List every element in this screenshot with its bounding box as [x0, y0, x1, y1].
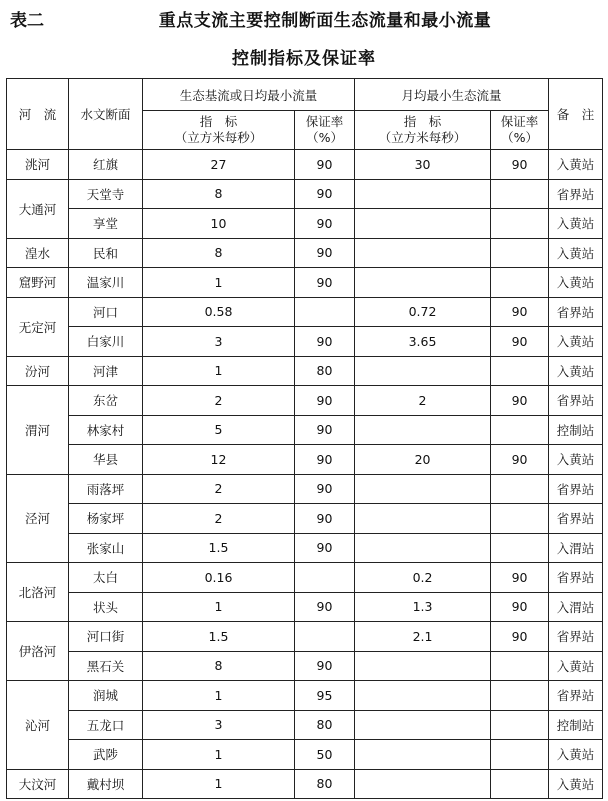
base-value-cell: 12 [143, 445, 295, 475]
base-rate-cell: 90 [295, 179, 355, 209]
table-row [7, 179, 603, 209]
monthly-value-cell [355, 533, 491, 563]
monthly-value-cell: 2.1 [355, 622, 491, 652]
note-cell: 入黄站 [549, 268, 603, 298]
monthly-value-cell: 3.65 [355, 327, 491, 357]
header-base-rate [295, 111, 355, 150]
station-cell: 河口街 [69, 622, 143, 652]
base-value-cell: 8 [143, 179, 295, 209]
monthly-rate-cell: 90 [491, 297, 549, 327]
table-row [7, 327, 603, 357]
base-rate-cell: 90 [295, 445, 355, 475]
table-row [7, 474, 603, 504]
table-row [7, 710, 603, 740]
monthly-value-cell [355, 356, 491, 386]
note-cell: 入黄站 [549, 209, 603, 239]
base-rate-cell: 90 [295, 209, 355, 239]
base-value-cell: 3 [143, 327, 295, 357]
table-row [7, 769, 603, 799]
river-cell: 窟野河 [7, 268, 69, 298]
monthly-rate-cell [491, 681, 549, 711]
header-group-base: 生态基流或日均最小流量 [143, 79, 355, 111]
monthly-value-cell: 2 [355, 386, 491, 416]
header-note: 备 注 [549, 79, 603, 150]
header-monthly-rate [491, 111, 549, 150]
base-value-cell: 8 [143, 651, 295, 681]
monthly-value-cell: 1.3 [355, 592, 491, 622]
monthly-rate-cell [491, 268, 549, 298]
base-value-cell: 1 [143, 268, 295, 298]
header-group-monthly: 月均最小生态流量 [355, 79, 549, 111]
base-rate-cell: 95 [295, 681, 355, 711]
river-cell: 北洛河 [7, 563, 69, 622]
header-monthly-target [355, 111, 491, 150]
table-row [7, 209, 603, 239]
table-row [7, 297, 603, 327]
note-cell: 入黄站 [549, 327, 603, 357]
monthly-rate-cell: 90 [491, 445, 549, 475]
monthly-rate-cell [491, 179, 549, 209]
station-cell: 黑石关 [69, 651, 143, 681]
monthly-rate-cell [491, 415, 549, 445]
note-cell: 省界站 [549, 297, 603, 327]
table-row [7, 563, 603, 593]
base-rate-cell: 90 [295, 592, 355, 622]
base-rate-cell: 90 [295, 533, 355, 563]
station-cell: 杨家坪 [69, 504, 143, 534]
base-value-cell: 1 [143, 592, 295, 622]
table-body [7, 150, 603, 799]
station-cell: 天堂寺 [69, 179, 143, 209]
table-row [7, 592, 603, 622]
base-value-cell: 1 [143, 356, 295, 386]
note-cell: 入渭站 [549, 592, 603, 622]
monthly-value-cell [355, 179, 491, 209]
note-cell: 入黄站 [549, 356, 603, 386]
monthly-rate-cell: 90 [491, 327, 549, 357]
base-rate-cell: 90 [295, 327, 355, 357]
base-value-cell: 3 [143, 710, 295, 740]
base-rate-cell: 90 [295, 268, 355, 298]
monthly-value-cell [355, 504, 491, 534]
table-title-line1: 重点支流主要控制断面生态流量和最小流量 [158, 11, 492, 31]
base-value-cell: 1.5 [143, 622, 295, 652]
base-value-cell: 1 [143, 769, 295, 799]
header-rate-line2: （%） [306, 130, 343, 145]
base-value-cell: 2 [143, 474, 295, 504]
station-cell: 戴村坝 [69, 769, 143, 799]
header-base-target [143, 111, 295, 150]
river-cell: 大汶河 [7, 769, 69, 799]
base-value-cell: 1 [143, 740, 295, 770]
station-cell: 华县 [69, 445, 143, 475]
table-title-line2: 控制指标及保证率 [232, 49, 376, 69]
header-target-line1: 指 标 [199, 114, 238, 129]
river-cell: 泾河 [7, 474, 69, 563]
note-cell: 入渭站 [549, 533, 603, 563]
river-cell: 伊洛河 [7, 622, 69, 681]
base-rate-cell: 90 [295, 474, 355, 504]
station-cell: 红旗 [69, 150, 143, 180]
table-row [7, 356, 603, 386]
monthly-value-cell [355, 769, 491, 799]
base-rate-cell: 90 [295, 651, 355, 681]
monthly-value-cell [355, 710, 491, 740]
header-row-1 [7, 79, 603, 111]
base-rate-cell [295, 622, 355, 652]
note-cell: 入黄站 [549, 651, 603, 681]
monthly-rate-cell [491, 504, 549, 534]
header-target-line2: （立方米每秒） [378, 130, 467, 145]
note-cell: 省界站 [549, 622, 603, 652]
river-cell: 大通河 [7, 179, 69, 238]
table-row [7, 533, 603, 563]
monthly-value-cell [355, 740, 491, 770]
note-cell: 省界站 [549, 504, 603, 534]
base-value-cell: 2 [143, 504, 295, 534]
monthly-rate-cell [491, 209, 549, 239]
header-river: 河 流 [7, 79, 69, 150]
table-label: 表二 [10, 11, 44, 31]
base-value-cell: 8 [143, 238, 295, 268]
river-cell: 洮河 [7, 150, 69, 180]
base-rate-cell: 80 [295, 710, 355, 740]
station-cell: 白家川 [69, 327, 143, 357]
station-cell: 河口 [69, 297, 143, 327]
note-cell: 控制站 [549, 415, 603, 445]
monthly-rate-cell [491, 769, 549, 799]
station-cell: 润城 [69, 681, 143, 711]
base-value-cell: 1 [143, 681, 295, 711]
station-cell: 林家村 [69, 415, 143, 445]
note-cell: 控制站 [549, 710, 603, 740]
table-row [7, 386, 603, 416]
header-target-line2: （立方米每秒） [174, 130, 263, 145]
note-cell: 省界站 [549, 563, 603, 593]
monthly-rate-cell: 90 [491, 563, 549, 593]
base-rate-cell [295, 563, 355, 593]
note-cell: 省界站 [549, 474, 603, 504]
monthly-value-cell: 0.2 [355, 563, 491, 593]
monthly-rate-cell [491, 356, 549, 386]
base-value-cell: 1.5 [143, 533, 295, 563]
note-cell: 省界站 [549, 179, 603, 209]
table-row [7, 150, 603, 180]
table-row [7, 651, 603, 681]
monthly-value-cell [355, 474, 491, 504]
monthly-rate-cell [491, 533, 549, 563]
base-rate-cell: 50 [295, 740, 355, 770]
base-value-cell: 27 [143, 150, 295, 180]
table-row [7, 445, 603, 475]
base-rate-cell: 90 [295, 504, 355, 534]
note-cell: 省界站 [549, 386, 603, 416]
base-rate-cell: 90 [295, 386, 355, 416]
station-cell: 状头 [69, 592, 143, 622]
table-row [7, 268, 603, 298]
monthly-rate-cell [491, 740, 549, 770]
header-target-line1: 指 标 [403, 114, 442, 129]
note-cell: 入黄站 [549, 740, 603, 770]
base-value-cell: 0.58 [143, 297, 295, 327]
base-rate-cell [295, 297, 355, 327]
monthly-value-cell [355, 651, 491, 681]
note-cell: 入黄站 [549, 238, 603, 268]
monthly-rate-cell: 90 [491, 386, 549, 416]
monthly-rate-cell: 90 [491, 592, 549, 622]
station-cell: 雨落坪 [69, 474, 143, 504]
monthly-rate-cell [491, 651, 549, 681]
flow-table [6, 78, 603, 799]
monthly-rate-cell [491, 474, 549, 504]
header-station: 水文断面 [69, 79, 143, 150]
monthly-value-cell: 20 [355, 445, 491, 475]
monthly-rate-cell: 90 [491, 150, 549, 180]
station-cell: 五龙口 [69, 710, 143, 740]
note-cell: 入黄站 [549, 445, 603, 475]
base-rate-cell: 90 [295, 415, 355, 445]
base-value-cell: 2 [143, 386, 295, 416]
station-cell: 张家山 [69, 533, 143, 563]
monthly-value-cell [355, 415, 491, 445]
base-value-cell: 5 [143, 415, 295, 445]
base-rate-cell: 80 [295, 769, 355, 799]
station-cell: 太白 [69, 563, 143, 593]
header-rate-line1: 保证率 [500, 114, 539, 129]
base-rate-cell: 90 [295, 150, 355, 180]
monthly-value-cell: 0.72 [355, 297, 491, 327]
monthly-value-cell [355, 268, 491, 298]
river-cell: 渭河 [7, 386, 69, 475]
monthly-value-cell [355, 209, 491, 239]
header-rate-line2: （%） [501, 130, 538, 145]
monthly-value-cell: 30 [355, 150, 491, 180]
station-cell: 武陟 [69, 740, 143, 770]
base-value-cell: 0.16 [143, 563, 295, 593]
monthly-value-cell [355, 681, 491, 711]
table-row [7, 622, 603, 652]
table-row [7, 238, 603, 268]
table-row [7, 415, 603, 445]
station-cell: 温家川 [69, 268, 143, 298]
base-value-cell: 10 [143, 209, 295, 239]
table-row [7, 740, 603, 770]
river-cell: 无定河 [7, 297, 69, 356]
note-cell: 入黄站 [549, 769, 603, 799]
note-cell: 省界站 [549, 681, 603, 711]
river-cell: 汾河 [7, 356, 69, 386]
table-row [7, 681, 603, 711]
station-cell: 享堂 [69, 209, 143, 239]
base-rate-cell: 80 [295, 356, 355, 386]
note-cell: 入黄站 [549, 150, 603, 180]
river-cell: 沁河 [7, 681, 69, 770]
station-cell: 民和 [69, 238, 143, 268]
header-rate-line1: 保证率 [305, 114, 344, 129]
station-cell: 河津 [69, 356, 143, 386]
monthly-rate-cell [491, 710, 549, 740]
monthly-value-cell [355, 238, 491, 268]
base-rate-cell: 90 [295, 238, 355, 268]
document-header [0, 0, 608, 76]
monthly-rate-cell [491, 238, 549, 268]
table-row [7, 504, 603, 534]
station-cell: 东岔 [69, 386, 143, 416]
monthly-rate-cell: 90 [491, 622, 549, 652]
river-cell: 湟水 [7, 238, 69, 268]
